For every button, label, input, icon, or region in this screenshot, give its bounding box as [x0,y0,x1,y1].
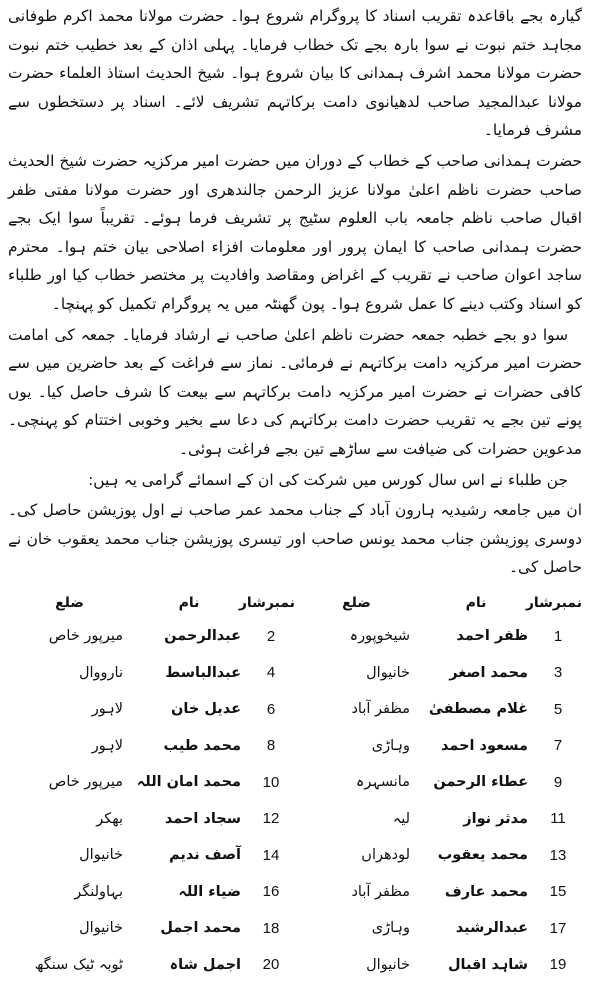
student-district: مظفر آباد [351,701,410,718]
student-number: 19 [549,956,567,974]
header-number: نمبرشار [238,594,295,611]
student-district: لاہور [91,737,123,754]
paragraph-students-intro: جن طلباء نے اس سال کورس میں شرکت کی ان کے اسمائے گرامی یہ ہیں: [88,470,568,489]
student-district: میرپور خاص [48,628,123,645]
student-number: 7 [553,737,563,755]
table-row [8,946,582,983]
student-district: لاہور [91,701,123,718]
student-name: مسعود احمد [440,737,528,754]
student-number: 5 [553,700,563,718]
student-number: 12 [262,810,280,828]
student-name: شاہد اقبال [447,956,528,973]
header-name: نام [465,594,487,611]
student-district: شیخوپورہ [349,628,410,645]
student-name: غلام مصطفیٰ [428,701,528,718]
table-row [8,764,582,801]
student-number: 4 [266,664,276,682]
students-table-body [8,618,582,983]
table-row [8,800,582,837]
paragraph-friday-sermon: سوا دو بجے خطبہ جمعہ حضرت ناظم اعلیٰ صاحب نے ارشاد فرمایا۔ جمعہ کی امامت حضرت امیر مرکزیہ دامت برکاتہم نے فرمائی۔ نماز سے فراغت کے بعد حاضرین میں سے کافی حضرات نے حضرت امیر مرکزیہ دامت برکاتہم سے بیعت کا شرف حاصل کیا۔ یوں پونے تین بجے یہ تقریب حضرت دامت برکاتہم کی دعا سے بخیر وخوبی اختتام کو پہنچی۔ مدعوین حضرات کی ضیافت سے ساڑھے تین بجے فراغت ہوئی۔ [8,325,582,458]
header-district: ضلع [342,594,371,611]
header-district: ضلع [55,594,84,611]
student-district: بھکر [96,810,123,827]
student-name: مدثر نواز [463,810,528,827]
student-district: خانیوال [79,847,123,864]
student-district: بہاولنگر [74,883,123,900]
student-district: نارووال [78,664,123,681]
student-name: محمد عارف [444,883,528,900]
student-number: 16 [262,883,280,901]
students-table [8,588,582,983]
student-number: 18 [262,919,280,937]
table-row [8,654,582,691]
student-name: عبدالرشید [455,920,528,937]
student-number: 6 [266,700,276,718]
student-name: محمد اصغر [449,664,528,681]
student-name: محمد امان اللہ [136,774,241,791]
student-district: خانیوال [366,956,410,973]
paragraph-hamdani-speech: حضرت ہمدانی صاحب کے خطاب کے دوران میں حضرت امیر مرکزیہ حضرت شیخ الحدیث صاحب حضرت ناظم اعلیٰ مولانا عزیز الرحمن جالندھری اور حضرت مولانا مفتی ظفر اقبال صاحب ناظم جامعہ باب العلوم سٹیج پر تشریف فرما ہوئے۔ تقریباً سوا ایک بجے حضرت ہمدانی صاحب کا ایمان پرور اور معلومات افزاء اصلاحی بیان ختم ہوا۔ محترم ساجد اعوان صاحب نے تقریب کے اغراض ومقاصد وافادیت پر مختصر خطاب کیا اور طلباء کو اسناد وکتب دینے کا عمل شروع ہوا۔ پون گھنٹہ میں یہ پروگرام تکمیل کو پہنچا۔ [8,151,582,313]
student-number: 13 [549,846,567,864]
table-row [8,618,582,655]
student-number: 15 [549,883,567,901]
student-name: محمد طیب [163,737,241,754]
student-number: 3 [553,664,563,682]
student-number: 11 [550,810,566,828]
table-row [8,727,582,764]
students-table-wrapper [8,588,582,983]
paragraph-positions: ان میں جامعہ رشیدیہ ہارون آباد کے جناب محمد عمر صاحب نے اول پوزیشن حاصل کی۔ دوسری پوزیشن جناب محمد یونس صاحب اور تیسری پوزیشن جناب محمد یعقوب خان نے حاصل کی۔ [8,501,582,577]
student-number: 17 [549,919,567,937]
student-district: خانیوال [79,920,123,937]
student-name: ضیاء اللہ [178,883,241,900]
table-row [8,873,582,910]
student-name: سجاد احمد [164,810,241,827]
student-number: 1 [553,627,563,645]
student-district: لودھراں [361,847,410,864]
student-name: آصف ندیم [169,847,241,864]
student-number: 2 [266,627,276,645]
student-name: عدیل خان [171,701,241,718]
student-district: لیہ [392,810,410,827]
student-number: 9 [553,773,563,791]
table-row [8,691,582,728]
student-district: وہاڑی [371,920,410,937]
table-row [8,910,582,947]
student-district: ٹوبہ ٹیک سنگھ [34,956,123,973]
student-district: وہاڑی [371,737,410,754]
student-name: عطاء الرحمن [433,774,528,791]
student-name: محمد اجمل [160,920,241,937]
header-number: نمبرشار [525,594,582,611]
table-header-row [8,588,582,618]
student-name: عبدالباسط [165,664,241,681]
student-name: ظفر احمد [456,628,528,645]
student-name: عبدالرحمن [164,628,241,645]
student-number: 20 [262,956,280,974]
student-district: میرپور خاص [48,774,123,791]
student-name: اجمل شاہ [169,956,241,973]
student-district: خانیوال [366,664,410,681]
student-number: 14 [262,846,280,864]
header-name: نام [178,594,200,611]
student-number: 8 [266,737,276,755]
paragraph-ceremony-start: گیارہ بجے باقاعدہ تقریب اسناد کا پروگرام شروع ہوا۔ حضرت مولانا محمد اکرم طوفانی مجاہد ختم نبوت نے سوا بارہ بجے تک خطاب فرمایا۔ پہلی اذان کے بعد خطیب ختم نبوت حضرت مولانا محمد اشرف ہمدانی کا بیان شروع ہوا۔ شیخ الحدیث استاذ العلماء حضرت مولانا عبدالمجید صاحب لدھیانوی دامت برکاتہم تشریف لائے۔ اسناد پر دستخطوں سے مشرف فرمایا۔ [8,7,582,140]
student-district: مانسہرہ [355,774,410,791]
table-row [8,837,582,874]
student-name: محمد یعقوب [437,847,528,864]
student-district: مظفر آباد [351,883,410,900]
student-number: 10 [262,773,280,791]
